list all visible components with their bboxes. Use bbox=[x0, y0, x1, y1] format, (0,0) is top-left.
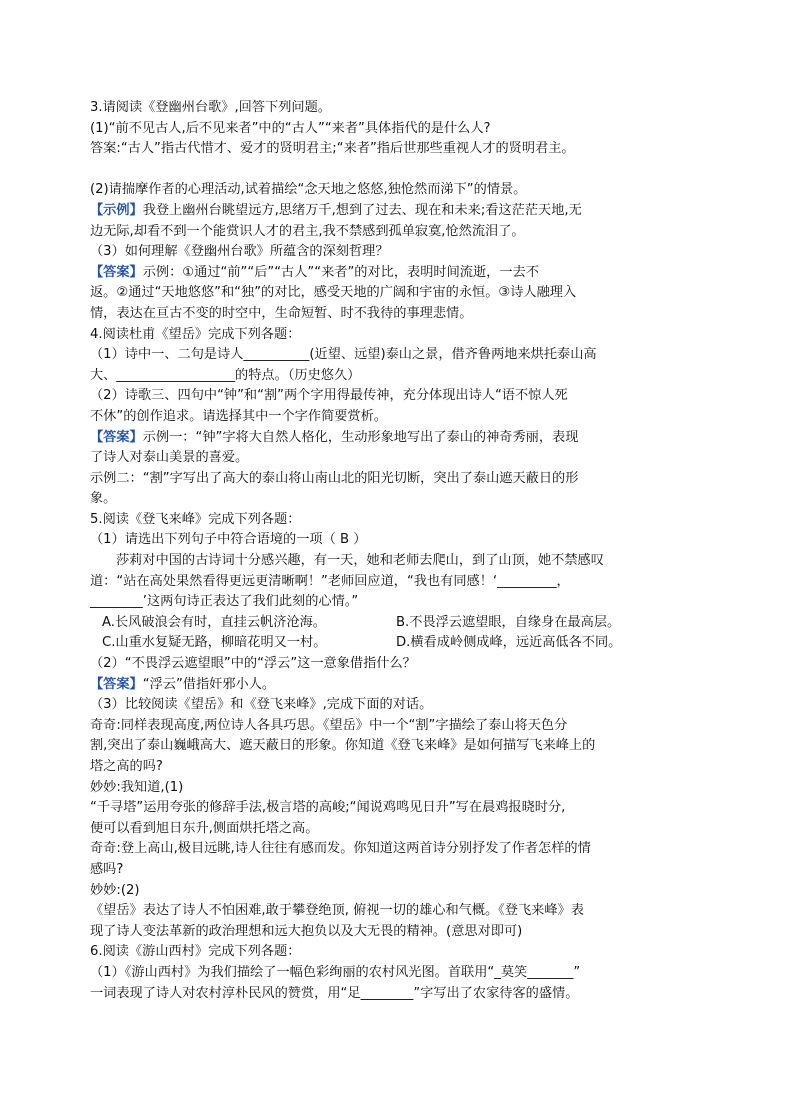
q3-part3-answer-line2: 返。②通过“天地悠悠”和“独”的对比，感受天地的广阔和宇宙的永恒。③诗人融理入 bbox=[90, 285, 577, 301]
q5-part1-question: （1）请选出下列句子中符合语境的一项（ B ） bbox=[90, 532, 367, 548]
q5-part2-answer bbox=[90, 675, 710, 696]
q5-dialog-line8: 感吗? bbox=[90, 861, 124, 877]
blank-line bbox=[90, 160, 710, 181]
q5-dialog-line9: 妙妙:(2) bbox=[90, 882, 140, 898]
option-c: C.山重水复疑无路，柳暗花明又一村。 bbox=[102, 635, 327, 651]
q5-dialog-line2: 割,突出了泰山巍峨高大、遮天蔽日的形象。你知道《登飞来峰》是如何描写飞来峰上的 bbox=[90, 738, 596, 754]
q4-part2-line1: （2）诗歌三、四句中“钟”和“割”两个字用得最传神，充分体现出诗人“语不惊人死 bbox=[90, 388, 568, 404]
q4-title: 4.阅读杜甫《望岳》完成下列各题： bbox=[90, 326, 301, 342]
q5-dialog-line1: 奇奇:同样表现高度,两位诗人各具巧思。《望岳》中一个“割”字描绘了泰山将天色分 bbox=[90, 717, 568, 733]
q5-context-line1: 莎莉对中国的古诗词十分感兴趣，有一天，她和老师去爬山，到了山顶，她不禁感叹 bbox=[116, 553, 604, 569]
answer-text: 示例：①通过“前”“后”“古人”“来者”的对比，表明时间流逝，一去不 bbox=[142, 264, 539, 280]
q5-dialog-line7: 奇奇:登上高山,极目远眺,诗人往往有感而发。你知道这两首诗分别抒发了作者怎样的情 bbox=[90, 841, 591, 857]
q3-part2-question: (2)请揣摩作者的心理活动,试着描绘“念天地之悠悠,独怆然而涕下”的情景。 bbox=[90, 182, 527, 198]
q5-context-line3: ________’这两句诗正表达了我们此刻的心情。” bbox=[90, 594, 359, 610]
q3-part3-answer-line1 bbox=[90, 263, 710, 284]
q5-title: 5.阅读《登飞来峰》完成下列各题： bbox=[90, 511, 301, 527]
q6-part1-line1: （1）《游山西村》为我们描绘了一幅色彩绚丽的农村风光图。首联用“_莫笑_______” bbox=[90, 964, 581, 980]
answer-text: “浮云”借指奸邪小人。 bbox=[142, 676, 276, 692]
q5-dialog-line3: 塔之高的吗? bbox=[90, 759, 163, 774]
answer-tag: 【答案】 bbox=[90, 676, 143, 692]
q5-dialog-line10: 《望岳》表达了诗人不怕困难,敢于攀登绝顶, 俯视一切的雄心和气概。《登飞来峰》表 bbox=[90, 903, 584, 919]
q5-dialog-line5: “千寻塔”运用夸张的修辞手法,极言塔的高峻;“闻说鸡鸣见日升”写在晨鸡报晓时分, bbox=[90, 800, 566, 816]
q3-part3-question: （3）如何理解《登幽州台歌》所蕴含的深刻哲理？ bbox=[90, 244, 389, 260]
q3-part2-answer-line2: 边无际,却看不到一个能赏识人才的君主,我不禁感到孤单寂寞,怆然流泪了。 bbox=[90, 223, 525, 239]
q5-part2-question: （2）“不畏浮云遮望眼”中的“浮云”这一意象借指什么？ bbox=[90, 656, 416, 672]
q5-context-line2: 道：“站在高处果然看得更远更清晰啊！”老师回应道，“我也有同感！‘_________， bbox=[90, 573, 570, 589]
q5-options-row1 bbox=[90, 613, 710, 634]
document-page bbox=[90, 98, 710, 1004]
q5-dialog-line6: 便可以看到旭日东升,侧面烘托塔之高。 bbox=[90, 820, 319, 836]
q3-part2-answer-line1 bbox=[90, 201, 710, 222]
answer-tag: 【答案】 bbox=[90, 429, 143, 445]
option-d: D.横看成岭侧成峰，远近高低各不同。 bbox=[396, 635, 622, 651]
q6-part1-line2: 一词表现了诗人对农村淳朴民风的赞赏，用“足________”字写出了农家待客的盛情。 bbox=[90, 985, 579, 1001]
q3-part1-question: (1)“前不见古人,后不见来者”中的“古人”“来者”具体指代的是什么人? bbox=[90, 120, 491, 136]
q3-part1-answer: 答案:“古人”指古代惜才、爱才的贤明君主;“来者”指后世那些重视人才的贤明君主。 bbox=[90, 141, 575, 157]
q4-part2-answer-line4: 象。 bbox=[90, 491, 117, 507]
option-b: B.不畏浮云遮望眼，自缘身在最高层。 bbox=[396, 614, 621, 630]
q5-part3-question: （3）比较阅读《望岳》和《登飞来峰》,完成下面的对话。 bbox=[90, 697, 433, 713]
answer-text: 我登上幽州台眺望远方,思绪万千,想到了过去、现在和未来;看这茫茫天地,无 bbox=[142, 202, 582, 218]
q5-options-row2 bbox=[90, 633, 710, 654]
q3-title: 3.请阅读《登幽州台歌》,回答下列问题。 bbox=[90, 100, 331, 115]
q4-part1-line2: 大、__________________的特点。（历史悠久） bbox=[90, 367, 361, 383]
answer-tag: 【答案】 bbox=[90, 264, 143, 280]
q6-title: 6.阅读《游山西村》完成下列各题： bbox=[90, 944, 301, 960]
q4-part1-line1: （1）诗中一、二句是诗人__________(近望、远望)泰山之景，借齐鲁两地来烘托泰山高 bbox=[90, 347, 597, 363]
option-a: A.长风破浪会有时，直挂云帆济沧海。 bbox=[102, 614, 326, 630]
q4-part2-line2: 不休”的创作追求。请选择其中一个字作简要赏析。 bbox=[90, 408, 387, 424]
q3-part3-answer-line3: 情，表达在亘古不变的时空中，生命短暂、时不我待的事理悲情。 bbox=[90, 305, 473, 321]
q5-dialog-line4: 妙妙:我知道,(1) bbox=[90, 779, 184, 795]
q4-part2-answer-line2: 了诗人对泰山美景的喜爱。 bbox=[90, 450, 249, 466]
q4-part2-answer-line1 bbox=[90, 428, 710, 449]
q4-part2-answer-line3: 示例二：“割”字写出了高大的泰山将山南山北的阳光切断，突出了泰山遮天蔽日的形 bbox=[90, 470, 579, 486]
q5-dialog-line11: 现了诗人变法革新的政治理想和远大抱负以及大无畏的精神。(意思对即可) bbox=[90, 923, 523, 939]
example-tag: 【示例】 bbox=[90, 202, 143, 218]
answer-text: 示例一：“钟”字将大自然人格化，生动形象地写出了泰山的神奇秀丽，表现 bbox=[142, 429, 579, 445]
